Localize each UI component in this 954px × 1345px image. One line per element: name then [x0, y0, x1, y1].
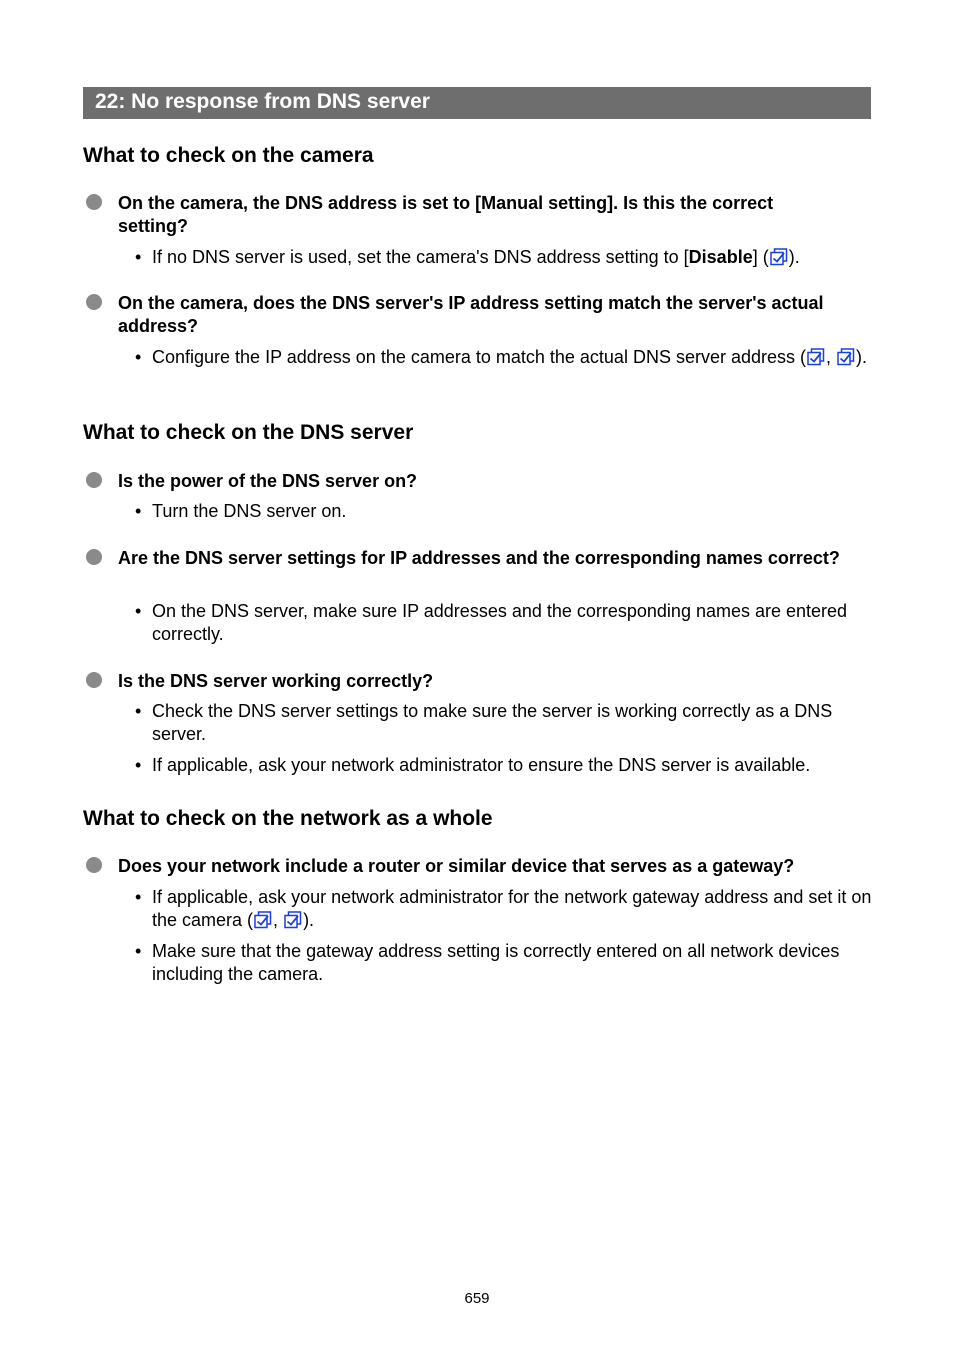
bullet-item: [135, 246, 875, 269]
heading-dns-server: What to check on the DNS server: [83, 421, 414, 444]
question-item: [83, 292, 843, 338]
bullet-text-part: If no DNS server is used, set the camera's DNS address setting to [: [152, 247, 689, 267]
bullet-item: [135, 754, 875, 777]
page-link-icon[interactable]: [254, 911, 272, 929]
bullet-dot: •: [135, 755, 142, 775]
circle-bullet-icon: [86, 294, 102, 310]
bullet-text: [152, 346, 875, 369]
heading-network: What to check on the network as a whole: [83, 807, 493, 830]
bullet-item: [135, 940, 875, 986]
page-link-icon[interactable]: [837, 348, 855, 366]
page-link-icon[interactable]: [770, 248, 788, 266]
question-text: On the camera, the DNS address is set to [Manual setting]. Is this the correct setting?: [118, 193, 774, 236]
page-number: 659: [464, 1290, 490, 1307]
circle-bullet-icon: [86, 857, 102, 873]
question-text: Is the power of the DNS server on?: [118, 471, 418, 491]
bullet-item: [135, 500, 875, 523]
bullet-text-part: ).: [303, 910, 315, 930]
page-link-icon[interactable]: [284, 911, 302, 929]
bullet-dot: •: [135, 601, 142, 621]
bullet-text-part: ,: [273, 910, 284, 930]
bullet-text: If applicable, ask your network administrator to ensure the DNS server is available.: [152, 755, 811, 775]
bullet-text-bold: Disable: [688, 247, 753, 267]
bullet-text-part: If applicable, ask your network administrator for the network gateway address and set it on the camera (: [152, 887, 872, 930]
circle-bullet-icon: [86, 472, 102, 488]
bullet-text: On the DNS server, make sure IP addresses and the corresponding names are entered correctly.: [152, 601, 848, 644]
question-item: [83, 855, 843, 878]
bullet-text-part: ).: [856, 347, 868, 367]
bullet-dot: •: [135, 941, 142, 961]
heading-camera: What to check on the camera: [83, 144, 374, 167]
bullet-text: [152, 246, 875, 269]
circle-bullet-icon: [86, 549, 102, 565]
page-link-icon[interactable]: [807, 348, 825, 366]
question-text: Is the DNS server working correctly?: [118, 671, 434, 691]
question-item: [83, 547, 843, 570]
bullet-dot: •: [135, 247, 142, 267]
bullet-text: Check the DNS server settings to make sure the server is working correctly as a DNS server.: [152, 701, 833, 744]
circle-bullet-icon: [86, 194, 102, 210]
bullet-item: [135, 700, 875, 746]
bullet-dot: •: [135, 887, 142, 907]
bullet-item: [135, 600, 875, 646]
bullet-dot: •: [135, 347, 142, 367]
question-text: Are the DNS server settings for IP addresses and the corresponding names correct?: [118, 548, 840, 568]
bullet-dot: •: [135, 501, 142, 521]
bullet-item: [135, 346, 875, 369]
bullet-text: Make sure that the gateway address setting is correctly entered on all network devices including the camera.: [152, 941, 840, 984]
bullet-text: [152, 886, 875, 932]
question-item: [83, 470, 843, 493]
circle-bullet-icon: [86, 672, 102, 688]
question-item: [83, 192, 843, 238]
section-title: 22: No response from DNS server: [83, 87, 871, 119]
bullet-text: Turn the DNS server on.: [152, 501, 347, 521]
bullet-text-part: ] (: [752, 247, 769, 267]
bullet-dot: •: [135, 701, 142, 721]
bullet-text-part: Configure the IP address on the camera to match the actual DNS server address (: [152, 347, 806, 367]
question-item: [83, 670, 843, 693]
bullet-text-part: ).: [788, 247, 800, 267]
question-text: Does your network include a router or similar device that serves as a gateway?: [118, 856, 795, 876]
bullet-item: [135, 886, 875, 932]
question-text: On the camera, does the DNS server's IP address setting match the server's actual address?: [118, 293, 824, 336]
bullet-text-part: ,: [826, 347, 837, 367]
